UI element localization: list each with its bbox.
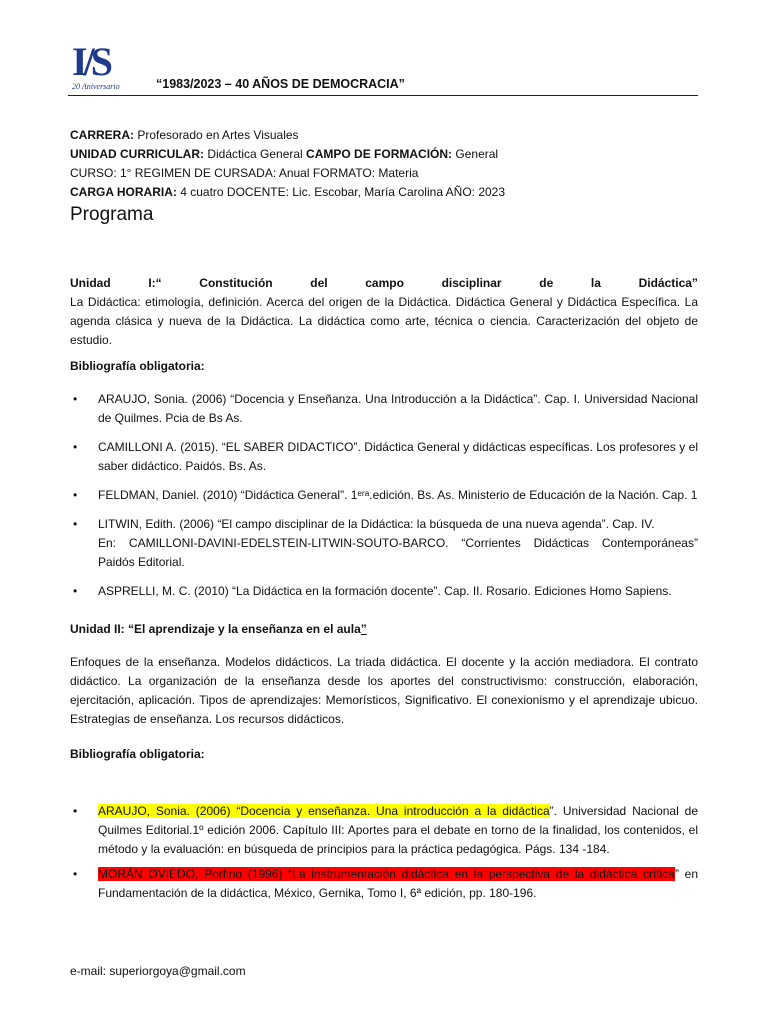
footer-email: e-mail: superiorgoya@gmail.com [70, 964, 246, 978]
list-item: • ARAUJO, Sonia. (2006) “Docencia y Enseñanza. Una Introducción a la Didáctica”. Cap. I. Universidad Nacional de Quilmes. Pcia de Bs As. [73, 392, 698, 425]
header-motto: “1983/2023 – 40 AÑOS DE DEMOCRACIA” [156, 77, 405, 91]
program-title: Programa [70, 204, 154, 225]
unit-2-bibliography [70, 802, 698, 903]
list-item: • LITWIN, Edith. (2006) “El campo disciplinar de la Didáctica: la búsqueda de una nueva agenda”. Cap. IV. En: CAMILLONI-DAVINI-EDELSTEIN-LITWIN-SOUTO-BARCO. “Corrientes Didácticas Contemporáneas” Paidós Editorial. [73, 517, 698, 569]
list-item: • ARAUJO, Sonia. (2006) “Docencia y enseñanza. Una introducción a la didáctica”. Universidad Nacional de Quilmes Editorial.1º edición 2006. Capítulo III: Aportes para el debate en torno de la finalidad, los contenidos, el método y la evaluación: en búsqueda de principios para la práctica pedagógica. Págs. 134 -184. [73, 804, 698, 856]
unit-2-bib-title: Bibliografía obligatoria: [70, 747, 205, 761]
unit-2-section [70, 620, 698, 913]
list-item: • FELDMAN, Daniel. (2010) “Didáctica General”. 1ᵉʳᵃ.edición. Bs. As. Ministerio de Educación de la Nación. Cap. 1 [73, 488, 698, 502]
highlighted-reference: MORÁN OVIEDO, Porfirio (1996) “La instrumentación didáctica en la perspectiva de la didáctica crítica [98, 867, 675, 881]
carga-row: CARGA HORARIA: 4 cuatro DOCENTE: Lic. Escobar, María Carolina AÑO: 2023 [70, 185, 506, 199]
logo-mark: I/S [72, 39, 109, 84]
list-item: • MORÁN OVIEDO, Porfirio (1996) “La instrumentación didáctica en la perspectiva de la didáctica crítica” en Fundamentación de la didáctica, México, Gernika, Tomo I, 6ª edición, pp. 180-196. [73, 867, 698, 900]
list-item: • CAMILLONI A. (2015). “EL SABER DIDACTICO”. Didáctica General y didácticas específicas. Los profesores y el saber didáctico. Paidós. Bs. As. [73, 440, 698, 473]
highlighted-reference: ARAUJO, Sonia. (2006) “Docencia y enseñanza. Una introducción a la didáctica [98, 804, 550, 818]
unit-1-section [70, 274, 698, 611]
curso-row: CURSO: 1° REGIMEN DE CURSADA: Anual FORMATO: Materia [70, 166, 419, 180]
logo-subtitle: 20 Aniversario [72, 82, 120, 91]
unit-1-title: Unidad I:“ Constitución del campo disciplinar de la Didáctica” [70, 276, 698, 290]
carrera-row: CARRERA: Profesorado en Artes Visuales [70, 128, 299, 142]
institution-logo [68, 40, 158, 94]
course-info [70, 126, 698, 202]
header-rule [68, 95, 698, 96]
unit-2-content: Enfoques de la enseñanza. Modelos didácticos. La triada didáctica. El docente y la acción mediadora. El contrato didáctico. La organización de la enseñanza desde los aportes del constructivismo: construcción, elaboración, ejercitación, aplicación. Tipos de aprendizajes: Memorísticos, Significativo. El conexionismo y el aprendizaje ubicuo. Estrategias de enseñanza. Los recursos didácticos. [70, 655, 698, 726]
unit-1-bibliography [70, 390, 698, 601]
unidad-row: UNIDAD CURRICULAR: Didáctica General CAMPO DE FORMACIÓN: General [70, 147, 499, 161]
unit-1-content: La Didáctica: etimología, definición. Acerca del origen de la Didáctica. Didáctica General y Didáctica Específica. La agenda clásica y nueva de la Didáctica. La didáctica como arte, técnica o ciencia. Caracterización del objeto de estudio. [70, 295, 698, 347]
unit-2-title: Unidad II: “El aprendizaje y la enseñanza en el aula” [70, 622, 367, 636]
unit-1-bib-title: Bibliografía obligatoria: [70, 359, 205, 373]
list-item: • ASPRELLI, M. C. (2010) “La Didáctica en la formación docente”. Cap. II. Rosario. Ediciones Homo Sapiens. [73, 584, 672, 598]
